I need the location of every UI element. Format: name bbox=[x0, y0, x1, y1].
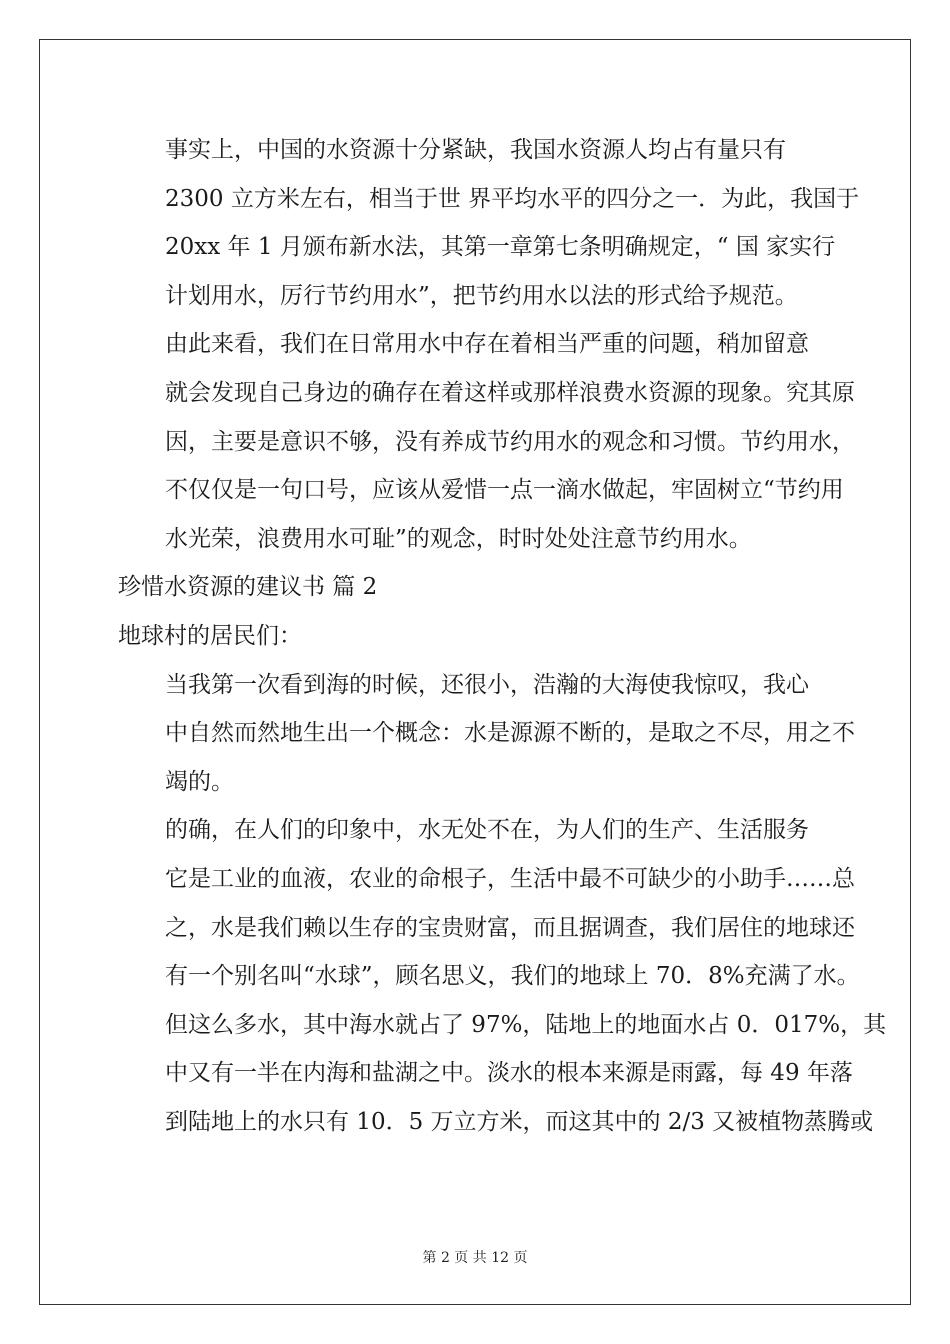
text-line: 由此来看，我们在日常用水中存在着相当严重的问题，稍加留意 bbox=[165, 331, 809, 358]
paragraph bbox=[118, 806, 887, 1146]
text-line: 当我第一次看到海的时候，还很小，浩瀚的大海使我惊叹，我心 bbox=[165, 671, 809, 698]
document-body bbox=[118, 126, 887, 1146]
text-line: 因，主要是意识不够，没有养成节约用水的观念和习惯。节约用水， bbox=[165, 428, 855, 455]
text-line: 它是工业的血液，农业的命根子，生活中最不可缺少的小助手……总 bbox=[165, 865, 855, 892]
text-line: 20xx 年 1 月颁布新水法，其第一章第七条明确规定，“ 国 家实行 bbox=[165, 234, 836, 261]
text-line: 珍惜水资源的建议书 篇 2 bbox=[118, 574, 378, 601]
paragraph bbox=[118, 612, 838, 661]
text-line: 但这么多水，其中海水就占了 97%，陆地上的地面水占 0．017%，其 bbox=[165, 1011, 887, 1038]
text-line: 水光荣，浪费用水可耻”的观念，时时处处注意节约用水。 bbox=[165, 525, 752, 552]
text-line: 有一个别名叫“水球”，顾名思义，我们的地球上 70．8%充满了水。 bbox=[165, 963, 860, 990]
text-line: 事实上，中国的水资源十分紧缺，我国水资源人均占有量只有 bbox=[165, 137, 786, 163]
text-line: 2300 立方米左右，相当于世 界平均水平的四分之一．为此，我国于 bbox=[165, 185, 860, 212]
text-line: 就会发现自己身边的确存在着这样或那样浪费水资源的现象。究其原 bbox=[165, 379, 855, 406]
paragraph bbox=[118, 126, 860, 320]
paragraph bbox=[118, 320, 855, 563]
text-line: 中又有一半在内海和盐湖之中。淡水的根本来源是雨露，每 49 年落 bbox=[165, 1060, 853, 1087]
paragraph bbox=[118, 563, 838, 612]
text-line: 之，水是我们赖以生存的宝贵财富，而且据调查，我们居住的地球还 bbox=[165, 914, 855, 941]
text-line: 中自然而然地生出一个概念：水是源源不断的，是取之不尽，用之不 bbox=[165, 720, 855, 747]
page-number-footer: 第 2 页 共 12 页 bbox=[422, 1250, 528, 1266]
paragraph bbox=[118, 661, 855, 807]
text-line: 竭的。 bbox=[165, 768, 234, 795]
text-line: 的确，在人们的印象中，水无处不在，为人们的生产、生活服务 bbox=[165, 817, 809, 844]
text-line: 地球村的居民们： bbox=[118, 622, 302, 649]
text-line: 不仅仅是一句口号，应该从爱惜一点一滴水做起，牢固树立“节约用 bbox=[165, 477, 844, 504]
text-line: 计划用水，厉行节约用水”，把节约用水以法的形式给予规范。 bbox=[165, 282, 798, 309]
text-line: 到陆地上的水只有 10．5 万立方米，而这其中的 2/3 又被植物蒸腾或 bbox=[165, 1108, 874, 1135]
